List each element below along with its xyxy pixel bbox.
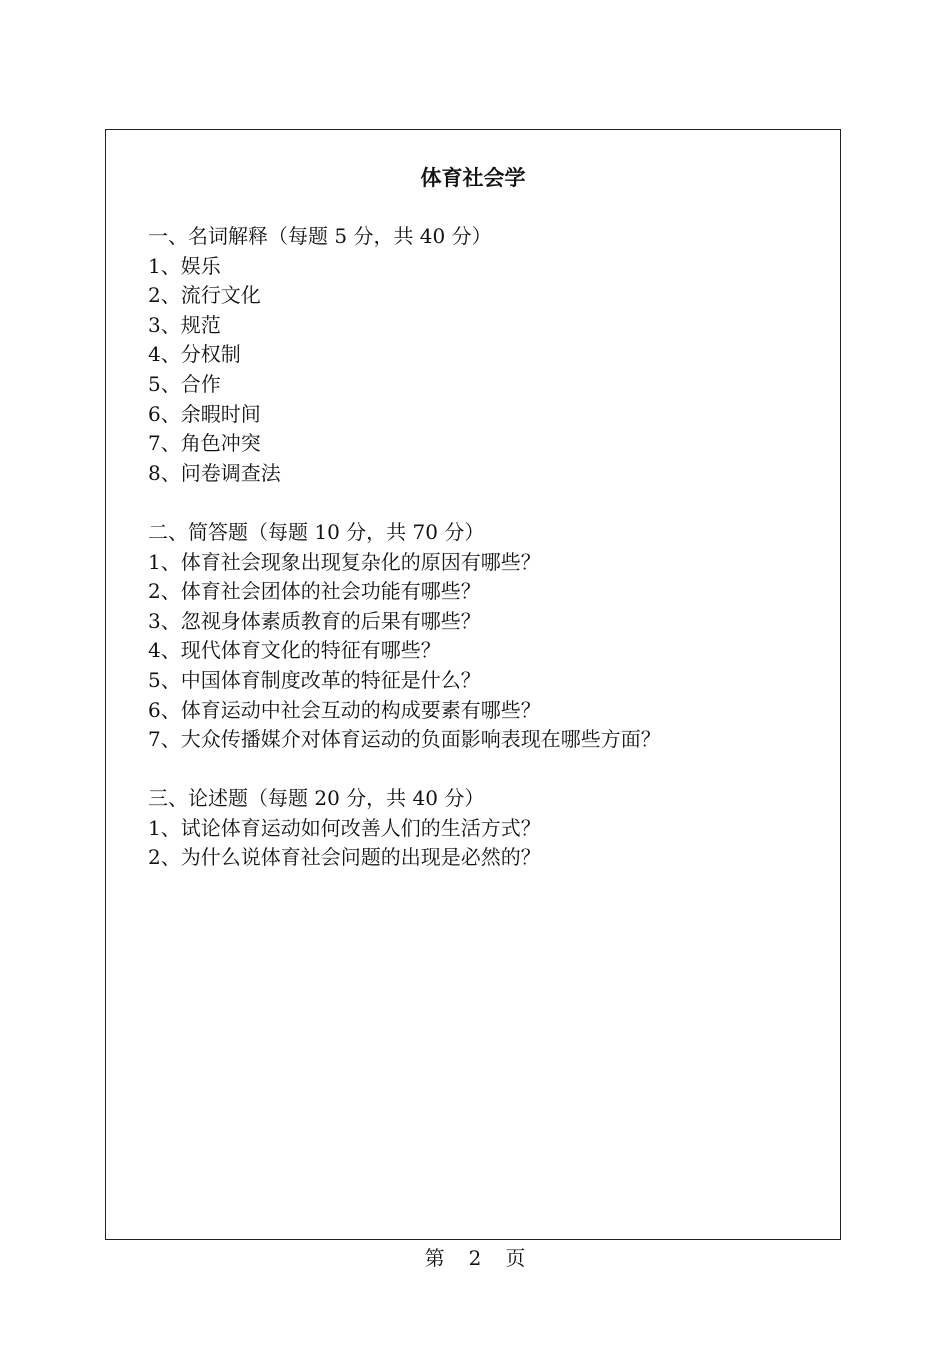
question-item: 2、体育社会团体的社会功能有哪些？ (148, 579, 481, 604)
question-item: 6、余暇时间 (148, 401, 261, 426)
section-terms (148, 222, 808, 488)
question-item: 1、娱乐 (148, 253, 221, 278)
question-item: 4、现代体育文化的特征有哪些？ (148, 638, 441, 663)
question-item: 5、中国体育制度改革的特征是什么？ (148, 667, 481, 692)
question-item: 7、角色冲突 (148, 431, 261, 456)
section-heading: 二、简答题（每题 10 分，共 70 分） (148, 519, 485, 544)
question-item: 3、规范 (148, 312, 221, 337)
document-content (148, 222, 808, 903)
question-item: 1、试论体育运动如何改善人们的生活方式？ (148, 815, 541, 840)
question-item: 1、体育社会现象出现复杂化的原因有哪些？ (148, 549, 541, 574)
question-item: 3、忽视身体素质教育的后果有哪些？ (148, 608, 481, 633)
page-number (0, 1244, 950, 1272)
question-item: 7、大众传播媒介对体育运动的负面影响表现在哪些方面？ (148, 727, 661, 752)
exam-page-frame (105, 129, 841, 1240)
question-item: 5、合作 (148, 371, 221, 396)
question-item: 6、体育运动中社会互动的构成要素有哪些？ (148, 697, 541, 722)
page-number-value: 2 (468, 1246, 482, 1270)
section-heading: 三、论述题（每题 20 分，共 40 分） (148, 786, 485, 811)
page-number-prefix: 第 (424, 1246, 445, 1270)
question-item: 4、分权制 (148, 342, 241, 367)
question-item: 2、流行文化 (148, 283, 261, 308)
question-item: 2、为什么说体育社会问题的出现是必然的？ (148, 845, 541, 870)
page-number-suffix: 页 (505, 1246, 526, 1270)
section-heading: 一、名词解释（每题 5 分，共 40 分） (148, 224, 492, 248)
section-essay (148, 784, 808, 873)
section-short-answer (148, 518, 808, 755)
document-title: 体育社会学 (420, 165, 526, 190)
question-item: 8、问卷调查法 (148, 460, 281, 485)
